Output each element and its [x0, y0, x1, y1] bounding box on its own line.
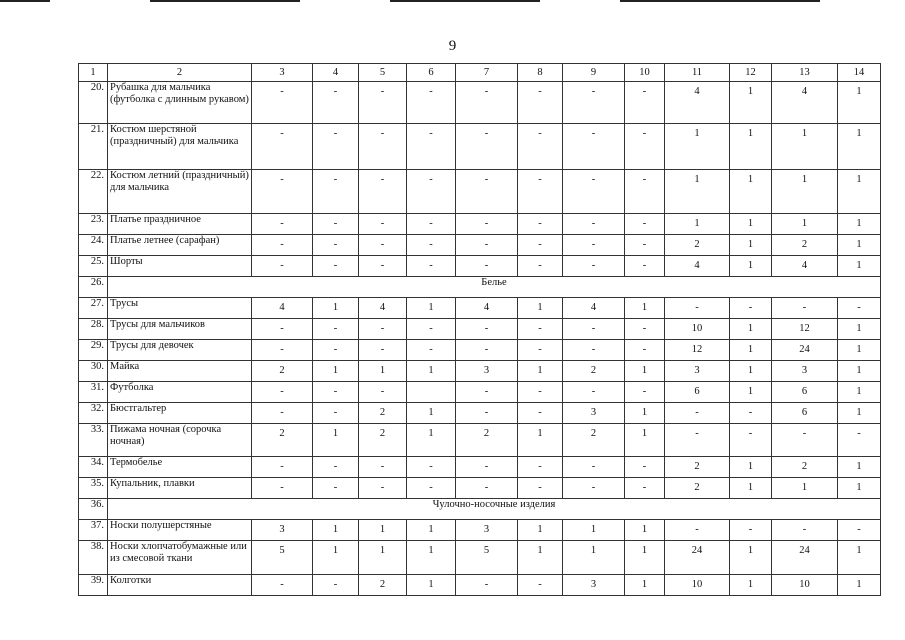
column-header: 14	[838, 64, 881, 82]
value-cell: -	[772, 520, 838, 541]
value-cell: 1	[625, 520, 665, 541]
table-row	[79, 457, 881, 478]
value-cell: 1	[838, 319, 881, 340]
value-cell: -	[838, 520, 881, 541]
value-cell: -	[407, 82, 456, 124]
value-cell: -	[772, 424, 838, 457]
column-header: 12	[730, 64, 772, 82]
item-name: Майка	[108, 361, 252, 382]
value-cell: 1	[518, 541, 563, 575]
table-row	[79, 520, 881, 541]
value-cell: -	[563, 170, 625, 214]
value-cell: 3	[563, 575, 625, 596]
row-number: 38.	[79, 541, 108, 575]
value-cell: 1	[518, 424, 563, 457]
clothing-norms-table	[78, 63, 881, 596]
value-cell: 1	[772, 124, 838, 170]
value-cell: -	[730, 424, 772, 457]
value-cell: -	[625, 214, 665, 235]
value-cell: 6	[772, 382, 838, 403]
table-row	[79, 277, 881, 298]
row-number: 33.	[79, 424, 108, 457]
value-cell: -	[359, 214, 407, 235]
value-cell: -	[563, 340, 625, 361]
value-cell: -	[518, 382, 563, 403]
value-cell: 1	[838, 256, 881, 277]
value-cell: -	[252, 214, 313, 235]
value-cell: 10	[665, 575, 730, 596]
value-cell: 1	[772, 478, 838, 499]
value-cell: 1	[730, 541, 772, 575]
value-cell: 1	[359, 541, 407, 575]
value-cell: 4	[359, 298, 407, 319]
value-cell: 3	[456, 520, 518, 541]
page-number: 9	[448, 38, 457, 54]
value-cell: -	[665, 403, 730, 424]
column-header: 5	[359, 64, 407, 82]
value-cell: -	[456, 382, 518, 403]
value-cell: -	[313, 256, 359, 277]
value-cell: -	[456, 235, 518, 256]
item-name: Бюстгальтер	[108, 403, 252, 424]
value-cell: 1	[730, 319, 772, 340]
value-cell: 1	[838, 403, 881, 424]
value-cell: -	[313, 235, 359, 256]
value-cell: -	[665, 424, 730, 457]
value-cell: 1	[665, 124, 730, 170]
item-name: Трусы	[108, 298, 252, 319]
value-cell: 1	[838, 340, 881, 361]
value-cell: 1	[313, 541, 359, 575]
value-cell: -	[518, 319, 563, 340]
value-cell: 5	[456, 541, 518, 575]
value-cell: 2	[772, 457, 838, 478]
value-cell: -	[252, 170, 313, 214]
value-cell: -	[313, 82, 359, 124]
table-row	[79, 575, 881, 596]
value-cell: -	[625, 124, 665, 170]
value-cell: 2	[359, 575, 407, 596]
value-cell: -	[730, 298, 772, 319]
value-cell: 1	[838, 170, 881, 214]
value-cell: 4	[665, 82, 730, 124]
row-number: 31.	[79, 382, 108, 403]
value-cell: 1	[838, 124, 881, 170]
value-cell: 1	[625, 424, 665, 457]
value-cell: 24	[772, 541, 838, 575]
value-cell: -	[252, 256, 313, 277]
section-heading: Белье	[108, 277, 881, 298]
value-cell: 1	[838, 214, 881, 235]
value-cell: 1	[772, 170, 838, 214]
table-row	[79, 403, 881, 424]
row-number: 24.	[79, 235, 108, 256]
table-row	[79, 235, 881, 256]
row-number: 37.	[79, 520, 108, 541]
value-cell: -	[563, 82, 625, 124]
row-number: 22.	[79, 170, 108, 214]
column-header: 13	[772, 64, 838, 82]
value-cell: 24	[665, 541, 730, 575]
value-cell: 2	[252, 361, 313, 382]
column-header: 10	[625, 64, 665, 82]
value-cell: -	[563, 478, 625, 499]
item-name: Купальник, плавки	[108, 478, 252, 499]
value-cell: 1	[730, 256, 772, 277]
value-cell: -	[563, 256, 625, 277]
row-number: 26.	[79, 277, 108, 298]
value-cell: 1	[665, 214, 730, 235]
top-rule-middle-right	[390, 0, 540, 2]
table-row	[79, 382, 881, 403]
value-cell: -	[625, 340, 665, 361]
value-cell: -	[313, 170, 359, 214]
value-cell: -	[563, 124, 625, 170]
value-cell: 1	[625, 541, 665, 575]
table-row	[79, 340, 881, 361]
value-cell: 12	[772, 319, 838, 340]
value-cell: 1	[563, 520, 625, 541]
value-cell: -	[313, 124, 359, 170]
value-cell: -	[407, 235, 456, 256]
value-cell: -	[252, 235, 313, 256]
value-cell: 1	[407, 520, 456, 541]
value-cell: 4	[563, 298, 625, 319]
value-cell: -	[252, 340, 313, 361]
value-cell: -	[772, 298, 838, 319]
value-cell: -	[625, 256, 665, 277]
value-cell: 2	[252, 424, 313, 457]
value-cell: 1	[838, 361, 881, 382]
table-row	[79, 478, 881, 499]
value-cell: -	[518, 340, 563, 361]
column-header: 7	[456, 64, 518, 82]
row-number: 28.	[79, 319, 108, 340]
item-name: Платье праздничное	[108, 214, 252, 235]
column-header: 2	[108, 64, 252, 82]
value-cell: -	[313, 214, 359, 235]
value-cell: 1	[518, 520, 563, 541]
value-cell: 3	[456, 361, 518, 382]
value-cell: 1	[313, 424, 359, 457]
value-cell: 1	[838, 457, 881, 478]
value-cell: 2	[665, 478, 730, 499]
value-cell: 3	[665, 361, 730, 382]
value-cell: 1	[730, 340, 772, 361]
value-cell: 1	[407, 403, 456, 424]
value-cell: 1	[407, 361, 456, 382]
column-header: 11	[665, 64, 730, 82]
value-cell: -	[563, 457, 625, 478]
value-cell: -	[407, 319, 456, 340]
value-cell: -	[252, 457, 313, 478]
value-cell: 1	[313, 520, 359, 541]
value-cell: 6	[772, 403, 838, 424]
value-cell: 1	[625, 298, 665, 319]
value-cell: -	[838, 298, 881, 319]
value-cell: -	[730, 520, 772, 541]
value-cell: 1	[407, 298, 456, 319]
value-cell: -	[625, 382, 665, 403]
value-cell: 2	[772, 235, 838, 256]
row-number: 20.	[79, 82, 108, 124]
value-cell: 12	[665, 340, 730, 361]
value-cell: -	[359, 124, 407, 170]
table-row	[79, 319, 881, 340]
item-name: Костюм шерстяной (праздничный) для мальчика	[108, 124, 252, 170]
value-cell: 4	[665, 256, 730, 277]
value-cell: -	[625, 457, 665, 478]
value-cell: -	[456, 340, 518, 361]
value-cell: 1	[838, 575, 881, 596]
value-cell: 1	[730, 235, 772, 256]
column-header: 6	[407, 64, 456, 82]
value-cell: -	[313, 319, 359, 340]
value-cell: -	[252, 403, 313, 424]
value-cell	[407, 382, 456, 403]
table-row	[79, 214, 881, 235]
value-cell: 4	[456, 298, 518, 319]
value-cell: 1	[359, 361, 407, 382]
row-number: 35.	[79, 478, 108, 499]
value-cell: 1	[838, 235, 881, 256]
item-name: Трусы для мальчиков	[108, 319, 252, 340]
table-row	[79, 499, 881, 520]
value-cell: -	[252, 575, 313, 596]
value-cell: -	[518, 235, 563, 256]
value-cell: -	[313, 403, 359, 424]
value-cell: -	[625, 478, 665, 499]
value-cell: -	[407, 124, 456, 170]
value-cell: -	[838, 424, 881, 457]
value-cell: 4	[252, 298, 313, 319]
value-cell: -	[359, 382, 407, 403]
value-cell: 1	[730, 361, 772, 382]
value-cell: -	[456, 478, 518, 499]
value-cell: 1	[665, 170, 730, 214]
value-cell: -	[456, 170, 518, 214]
value-cell: 1	[838, 382, 881, 403]
value-cell: -	[518, 403, 563, 424]
value-cell: -	[252, 478, 313, 499]
item-name: Термобелье	[108, 457, 252, 478]
value-cell: -	[252, 319, 313, 340]
item-name: Носки полушерстяные	[108, 520, 252, 541]
value-cell: 1	[407, 424, 456, 457]
value-cell: 1	[313, 298, 359, 319]
row-number: 30.	[79, 361, 108, 382]
table-row	[79, 170, 881, 214]
value-cell: -	[456, 457, 518, 478]
value-cell: -	[407, 170, 456, 214]
value-cell: 5	[252, 541, 313, 575]
item-name: Носки хлопчатобумажные или из смесовой ткани	[108, 541, 252, 575]
table-row	[79, 256, 881, 277]
value-cell: -	[563, 319, 625, 340]
item-name: Пижама ночная (сорочка ночная)	[108, 424, 252, 457]
value-cell: -	[252, 382, 313, 403]
value-cell: 1	[625, 361, 665, 382]
value-cell: -	[359, 82, 407, 124]
value-cell: 2	[563, 361, 625, 382]
value-cell: 10	[665, 319, 730, 340]
column-header: 4	[313, 64, 359, 82]
value-cell: 1	[518, 298, 563, 319]
value-cell: -	[252, 82, 313, 124]
value-cell: 2	[563, 424, 625, 457]
header-row	[79, 64, 881, 82]
column-header: 3	[252, 64, 313, 82]
value-cell: -	[313, 478, 359, 499]
value-cell: -	[563, 235, 625, 256]
table-row	[79, 298, 881, 319]
value-cell: -	[625, 235, 665, 256]
value-cell: -	[456, 82, 518, 124]
value-cell: 3	[252, 520, 313, 541]
value-cell: -	[456, 319, 518, 340]
value-cell: 1	[838, 478, 881, 499]
value-cell: 1	[518, 361, 563, 382]
value-cell: -	[456, 575, 518, 596]
value-cell: 1	[772, 214, 838, 235]
value-cell: -	[518, 124, 563, 170]
value-cell: -	[563, 214, 625, 235]
value-cell: -	[313, 382, 359, 403]
value-cell: -	[625, 319, 665, 340]
value-cell: -	[407, 214, 456, 235]
value-cell: -	[407, 256, 456, 277]
item-name: Шорты	[108, 256, 252, 277]
value-cell: 1	[730, 382, 772, 403]
table-row	[79, 124, 881, 170]
value-cell: -	[625, 82, 665, 124]
top-rule-right	[620, 0, 820, 2]
value-cell: 1	[313, 361, 359, 382]
table-row	[79, 424, 881, 457]
value-cell: -	[359, 256, 407, 277]
value-cell: 1	[730, 457, 772, 478]
item-name: Футболка	[108, 382, 252, 403]
value-cell: 1	[730, 478, 772, 499]
row-number: 23.	[79, 214, 108, 235]
value-cell: 10	[772, 575, 838, 596]
value-cell: 1	[730, 575, 772, 596]
value-cell: -	[563, 382, 625, 403]
value-cell: -	[313, 575, 359, 596]
column-header: 9	[563, 64, 625, 82]
table-row	[79, 361, 881, 382]
value-cell: -	[359, 340, 407, 361]
value-cell: -	[665, 298, 730, 319]
value-cell: -	[407, 478, 456, 499]
row-number: 21.	[79, 124, 108, 170]
value-cell: -	[456, 256, 518, 277]
value-cell: 2	[665, 457, 730, 478]
row-number: 27.	[79, 298, 108, 319]
value-cell: -	[359, 170, 407, 214]
value-cell: -	[625, 170, 665, 214]
value-cell: -	[730, 403, 772, 424]
value-cell: -	[518, 478, 563, 499]
value-cell: -	[359, 319, 407, 340]
item-name: Костюм летний (праздничный) для мальчика	[108, 170, 252, 214]
value-cell: -	[518, 457, 563, 478]
value-cell: -	[456, 124, 518, 170]
column-header: 1	[79, 64, 108, 82]
value-cell: -	[518, 214, 563, 235]
value-cell: 1	[838, 82, 881, 124]
value-cell: -	[313, 457, 359, 478]
value-cell: 1	[359, 520, 407, 541]
value-cell: 2	[665, 235, 730, 256]
value-cell: -	[407, 457, 456, 478]
value-cell: 1	[730, 124, 772, 170]
value-cell: 4	[772, 256, 838, 277]
row-number: 32.	[79, 403, 108, 424]
value-cell: -	[359, 457, 407, 478]
value-cell: 6	[665, 382, 730, 403]
column-header: 8	[518, 64, 563, 82]
value-cell: 1	[563, 541, 625, 575]
value-cell: 2	[359, 403, 407, 424]
item-name: Платье летнее (сарафан)	[108, 235, 252, 256]
table-body	[79, 64, 881, 596]
item-name: Рубашка для мальчика (футболка с длинным рукавом)	[108, 82, 252, 124]
value-cell: -	[252, 124, 313, 170]
value-cell: -	[518, 575, 563, 596]
value-cell: 1	[730, 214, 772, 235]
row-number: 36.	[79, 499, 108, 520]
value-cell: 2	[359, 424, 407, 457]
row-number: 29.	[79, 340, 108, 361]
value-cell: 2	[456, 424, 518, 457]
value-cell: 1	[838, 541, 881, 575]
value-cell: -	[518, 170, 563, 214]
value-cell: 4	[772, 82, 838, 124]
value-cell: -	[456, 403, 518, 424]
value-cell: -	[407, 340, 456, 361]
value-cell: -	[518, 256, 563, 277]
value-cell: -	[456, 214, 518, 235]
value-cell: 1	[730, 82, 772, 124]
value-cell: 1	[407, 541, 456, 575]
item-name: Колготки	[108, 575, 252, 596]
value-cell: 1	[625, 575, 665, 596]
value-cell: 1	[407, 575, 456, 596]
value-cell: 3	[563, 403, 625, 424]
table-row	[79, 541, 881, 575]
value-cell: -	[665, 520, 730, 541]
row-number: 39.	[79, 575, 108, 596]
row-number: 25.	[79, 256, 108, 277]
value-cell: 24	[772, 340, 838, 361]
top-rule-middle-left	[150, 0, 300, 2]
value-cell: -	[313, 340, 359, 361]
top-rule-left	[0, 0, 50, 2]
value-cell: 1	[730, 170, 772, 214]
row-number: 34.	[79, 457, 108, 478]
value-cell: -	[359, 478, 407, 499]
value-cell: 1	[625, 403, 665, 424]
value-cell: 3	[772, 361, 838, 382]
value-cell: -	[359, 235, 407, 256]
value-cell: -	[518, 82, 563, 124]
item-name: Трусы для девочек	[108, 340, 252, 361]
table-row	[79, 82, 881, 124]
section-heading: Чулочно-носочные изделия	[108, 499, 881, 520]
